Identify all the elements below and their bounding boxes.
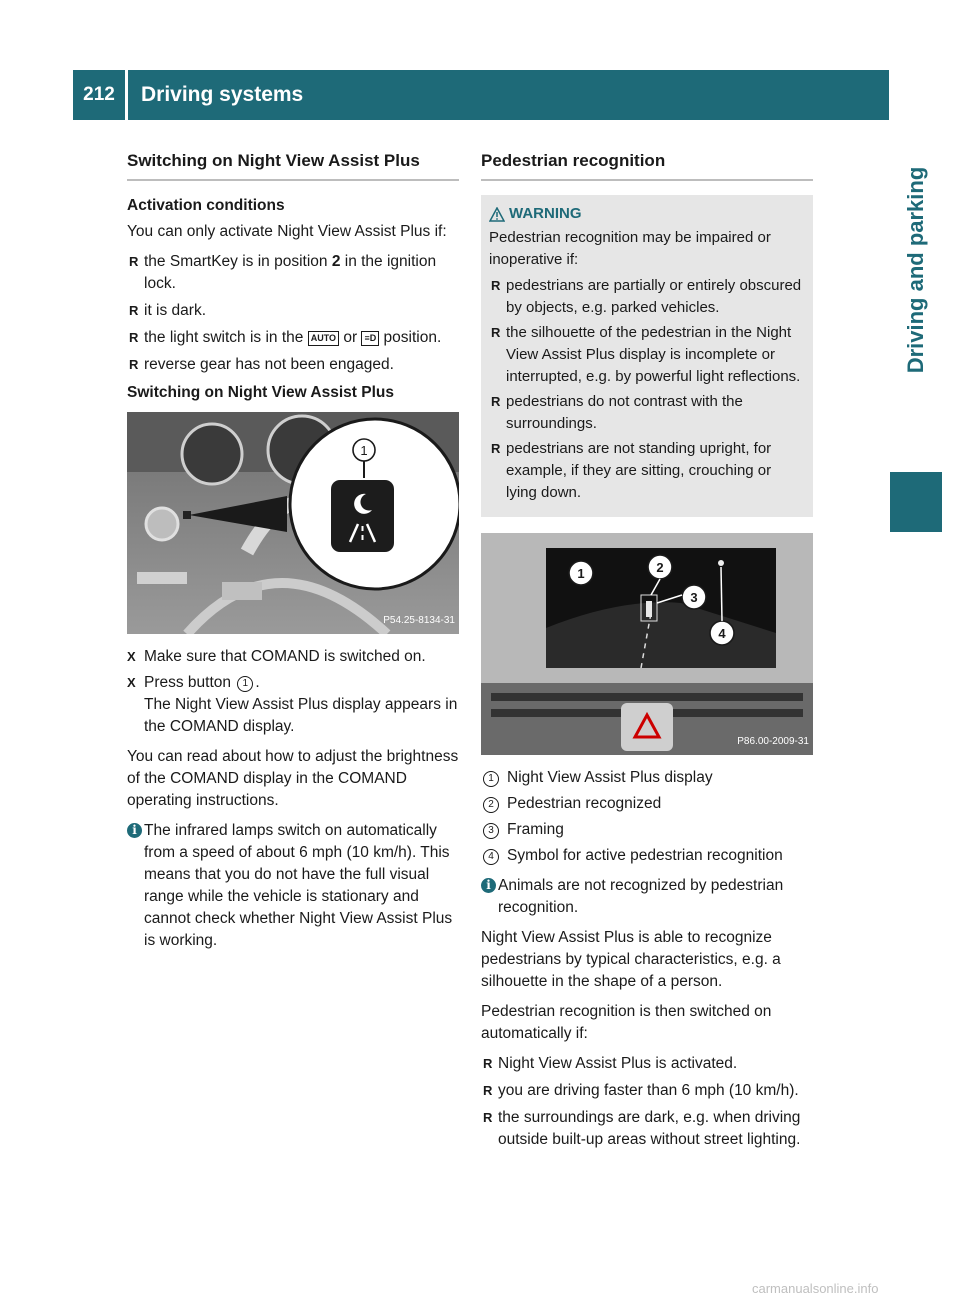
brightness-note: You can read about how to adjust the brightness of the COMAND display in the COMAND operating instructions. xyxy=(127,748,459,809)
section-title: Switching on Night View Assist Plus xyxy=(127,150,459,181)
page-number: 212 xyxy=(73,70,125,120)
callout-1-label: 1 xyxy=(360,443,368,458)
info-note: i Animals are not recognized by pedestrian recognition. xyxy=(481,875,813,919)
section-title: Pedestrian recognition xyxy=(481,150,813,181)
svg-text:2: 2 xyxy=(656,560,664,575)
legend-item: 3 Framing xyxy=(481,819,813,841)
info-icon: i xyxy=(481,878,496,893)
list-item: R pedestrians are not standing upright, for example, if they are sitting, crouching or lying down. xyxy=(491,440,772,501)
night-view-button xyxy=(331,480,394,552)
list-item: R Night View Assist Plus is activated. xyxy=(483,1055,738,1072)
figure-code: P54.25-8134-31 xyxy=(383,615,455,626)
warning-intro: Pedestrian recognition may be impaired or inoperative if: xyxy=(489,229,771,268)
list-item: R reverse gear has not been engaged. xyxy=(129,356,394,373)
info-icon: i xyxy=(127,823,142,838)
svg-text:3: 3 xyxy=(690,590,698,605)
list-item: R the light switch is in the AUTO or ≡D position. xyxy=(129,329,442,346)
warning-triangle-icon xyxy=(489,207,505,222)
right-column xyxy=(481,150,813,1156)
list-item: R the silhouette of the pedestrian in the Night View Assist Plus display is incomplete or interrupted, e.g. by powerful light reflections. xyxy=(491,324,801,385)
step-item: X Make sure that COMAND is switched on. xyxy=(127,648,426,665)
legend-item: 1 Night View Assist Plus display xyxy=(481,767,813,789)
warning-label: WARNING xyxy=(509,205,582,222)
side-tab-label: Driving and parking xyxy=(903,166,928,374)
figure-code: P86.00-2009-31 xyxy=(737,736,809,747)
svg-text:1: 1 xyxy=(577,566,585,581)
night-view-figure xyxy=(481,533,813,755)
side-tab xyxy=(890,70,942,470)
low-beam-symbol-icon: ≡D xyxy=(361,331,379,346)
night-view-illustration xyxy=(481,533,813,755)
svg-text:4: 4 xyxy=(718,626,726,641)
side-tab-marker xyxy=(890,472,942,532)
warning-box xyxy=(481,195,813,517)
auto-paragraph: Pedestrian recognition is then switched on automatically if: xyxy=(481,1003,772,1042)
recognize-paragraph: Night View Assist Plus is able to recognize pedestrians by typical characteristics, e.g. a silhouette in the shape of a person. xyxy=(481,929,781,990)
step-item: X Press button 1 . The Night View Assist Plus display appears in the COMAND display. xyxy=(127,674,458,735)
activation-title: Activation conditions xyxy=(127,197,285,214)
legend-item: 2 Pedestrian recognized xyxy=(481,793,813,815)
list-item: R the SmartKey is in position 2 in the ignition lock. xyxy=(129,253,437,292)
activation-intro: You can only activate Night View Assist Plus if: xyxy=(127,223,447,240)
auto-symbol-icon: AUTO xyxy=(308,331,339,346)
chapter-title: Driving systems xyxy=(128,70,889,120)
list-item: R you are driving faster than 6 mph (10 km/h). xyxy=(483,1082,799,1099)
switching-title: Switching on Night View Assist Plus xyxy=(127,384,394,401)
dashboard-figure xyxy=(127,412,459,634)
list-item: R the surroundings are dark, e.g. when driving outside built-up areas without street lighting. xyxy=(483,1109,801,1148)
list-item: R pedestrians do not contrast with the surroundings. xyxy=(491,393,743,432)
left-column xyxy=(127,150,459,960)
list-item: R pedestrians are partially or entirely obscured by objects, e.g. parked vehicles. xyxy=(491,277,802,316)
info-note: i The infrared lamps switch on automatically from a speed of about 6 mph (10 km/h). This means that you do not have the full visual range while the vehicle is stationary and cannot check whether Night View Assist Plus is working. xyxy=(127,820,459,952)
watermark: carmanualsonline.info xyxy=(752,1281,879,1296)
dashboard-illustration xyxy=(127,412,459,634)
list-item: R it is dark. xyxy=(129,302,207,319)
legend-item: 4 Symbol for active pedestrian recognition xyxy=(481,845,813,867)
